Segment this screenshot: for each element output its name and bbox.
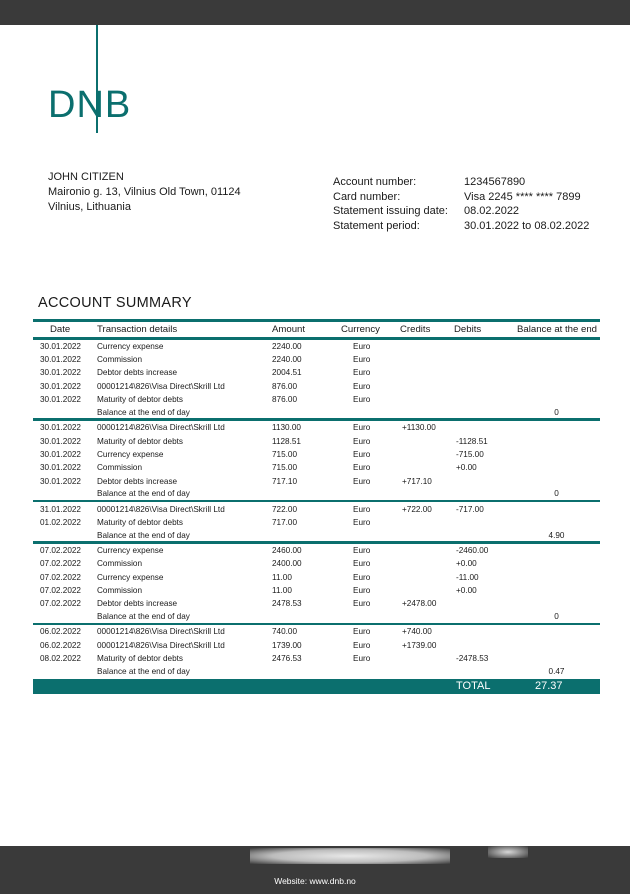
- credit-cell: [400, 393, 454, 406]
- issuing-date-label: Statement issuing date:: [333, 205, 448, 217]
- date-cell: 30.01.2022: [40, 381, 81, 391]
- debit-cell: [454, 639, 513, 652]
- debit-cell: +0.00: [456, 586, 477, 596]
- empty-cell: [272, 406, 341, 418]
- details-cell: Commission: [97, 463, 143, 473]
- balance-cell: [513, 448, 600, 461]
- table-row: [33, 393, 600, 406]
- currency-cell: Euro: [353, 545, 371, 555]
- total-value: 27.37: [535, 680, 563, 692]
- credit-cell: +740.00: [402, 627, 432, 637]
- balance-value: 0: [554, 612, 559, 622]
- date-cell: 07.02.2022: [40, 572, 81, 582]
- amount-cell: 2460.00: [272, 545, 302, 555]
- customer-address-line1: Maironio g. 13, Vilnius Old Town, 01124: [48, 186, 241, 198]
- issuing-date-value: 08.02.2022: [464, 205, 520, 217]
- table-row: [33, 353, 600, 366]
- account-info: [333, 175, 589, 233]
- balance-cell: [513, 366, 600, 379]
- column-header: Credits: [400, 324, 431, 335]
- currency-cell: Euro: [353, 368, 371, 378]
- balance-cell: [513, 557, 600, 570]
- balance-cell: [513, 434, 600, 447]
- date-cell: 07.02.2022: [40, 586, 81, 596]
- empty-cell: [33, 488, 97, 500]
- date-cell: 07.02.2022: [40, 599, 81, 609]
- customer-address-line2: Vilnius, Lithuania: [48, 201, 131, 213]
- currency-cell: Euro: [353, 449, 371, 459]
- empty-cell: [272, 665, 341, 677]
- column-header: Transaction details: [97, 324, 178, 335]
- balance-row: [33, 665, 600, 677]
- details-cell: Currency expense: [97, 341, 164, 351]
- account-number-label: Account number:: [333, 176, 417, 188]
- balance-cell: [513, 652, 600, 665]
- empty-cell: [272, 529, 341, 541]
- date-cell: 30.01.2022: [40, 395, 81, 405]
- amount-cell: 2476.53: [272, 654, 302, 664]
- currency-cell: Euro: [353, 436, 371, 446]
- empty-cell: [400, 611, 454, 623]
- balance-value: 0: [554, 407, 559, 417]
- details-cell: Currency expense: [97, 545, 164, 555]
- currency-cell: Euro: [353, 476, 371, 486]
- debit-cell: [454, 353, 513, 366]
- amount-cell: 1130.00: [272, 423, 301, 433]
- empty-cell: [454, 529, 513, 541]
- balance-row: [33, 529, 600, 541]
- currency-cell: Euro: [353, 640, 371, 650]
- amount-cell: 876.00: [272, 395, 298, 405]
- amount-cell: 876.00: [272, 381, 298, 391]
- balance-value: 4.90: [548, 530, 565, 540]
- amount-cell: 2400.00: [272, 559, 302, 569]
- credit-cell: +2478.00: [402, 599, 437, 609]
- debit-cell: [454, 625, 513, 638]
- date-cell: 30.01.2022: [40, 449, 81, 459]
- balance-value: 0: [554, 489, 559, 499]
- details-cell: Currency expense: [97, 572, 164, 582]
- debit-cell: [454, 516, 513, 529]
- currency-cell: Euro: [353, 395, 371, 405]
- debit-cell: +0.00: [456, 559, 477, 569]
- currency-cell: Euro: [353, 599, 371, 609]
- empty-cell: [341, 406, 400, 418]
- table-row: [33, 625, 600, 638]
- balance-value: 0.47: [548, 666, 565, 676]
- balance-cell: [513, 516, 600, 529]
- balance-cell: [513, 584, 600, 597]
- date-cell: 06.02.2022: [40, 640, 81, 650]
- balance-label: Balance at the end of day: [97, 666, 190, 676]
- date-cell: 30.01.2022: [40, 355, 81, 365]
- table-row: [33, 366, 600, 379]
- currency-cell: Euro: [353, 517, 371, 527]
- top-bar: [0, 0, 630, 25]
- date-cell: 30.01.2022: [40, 423, 81, 433]
- empty-cell: [341, 611, 400, 623]
- empty-cell: [272, 488, 341, 500]
- empty-cell: [341, 488, 400, 500]
- transactions-body: [33, 340, 600, 678]
- empty-cell: [341, 665, 400, 677]
- balance-row: [33, 488, 600, 500]
- credit-cell: +1739.00: [402, 640, 437, 650]
- credit-cell: +722.00: [402, 504, 432, 514]
- empty-cell: [341, 529, 400, 541]
- empty-cell: [272, 611, 341, 623]
- balance-row: [33, 611, 600, 623]
- amount-cell: 1128.51: [272, 436, 301, 446]
- amount-cell: 2240.00: [272, 341, 302, 351]
- table-row: [33, 639, 600, 652]
- table-row: [33, 461, 600, 474]
- details-cell: Maturity of debtor debts: [97, 517, 184, 527]
- amount-cell: 2004.51: [272, 368, 302, 378]
- details-cell: 00001214\826\Visa Direct\Skrill Ltd: [97, 627, 225, 637]
- currency-cell: Euro: [353, 355, 371, 365]
- debit-cell: -11.00: [456, 572, 479, 582]
- balance-cell: [513, 340, 600, 353]
- balance-cell: [513, 597, 600, 610]
- debit-cell: -717.00: [456, 504, 484, 514]
- balance-row: [33, 406, 600, 418]
- customer-block: [48, 170, 241, 215]
- credit-cell: [400, 448, 454, 461]
- date-cell: 07.02.2022: [40, 559, 81, 569]
- table-row: [33, 421, 600, 434]
- date-cell: 30.01.2022: [40, 341, 81, 351]
- details-cell: Debtor debts increase: [97, 368, 178, 378]
- card-number-value: Visa 2245 **** **** 7899: [464, 190, 581, 203]
- statement-period-row: [333, 219, 589, 234]
- date-cell: 30.01.2022: [40, 436, 81, 446]
- currency-cell: Euro: [353, 381, 371, 391]
- empty-cell: [400, 665, 454, 677]
- balance-cell: [513, 544, 600, 557]
- balance-cell: [513, 353, 600, 366]
- credit-cell: [400, 340, 454, 353]
- credit-cell: [400, 652, 454, 665]
- table-row: [33, 448, 600, 461]
- credit-cell: [400, 516, 454, 529]
- card-number-row: [333, 190, 589, 205]
- amount-cell: 717.00: [272, 517, 298, 527]
- details-cell: Debtor debts increase: [97, 599, 178, 609]
- empty-cell: [33, 529, 97, 541]
- empty-cell: [454, 611, 513, 623]
- table-row: [33, 597, 600, 610]
- credit-cell: +717.10: [402, 476, 432, 486]
- debit-cell: -715.00: [456, 449, 484, 459]
- debit-cell: [454, 475, 513, 488]
- empty-cell: [33, 665, 97, 677]
- amount-cell: 2478.53: [272, 599, 302, 609]
- debit-cell: [454, 597, 513, 610]
- date-cell: 30.01.2022: [40, 463, 81, 473]
- date-cell: 07.02.2022: [40, 545, 81, 555]
- details-cell: Currency expense: [97, 449, 164, 459]
- card-number-label: Card number:: [333, 190, 401, 203]
- column-header: Amount: [272, 324, 306, 335]
- date-cell: 01.02.2022: [40, 517, 81, 527]
- credit-cell: [400, 461, 454, 474]
- balance-cell: [513, 625, 600, 638]
- table-row: [33, 557, 600, 570]
- balance-cell: [513, 461, 600, 474]
- currency-cell: Euro: [353, 586, 371, 596]
- details-cell: Commission: [97, 559, 143, 569]
- date-cell: 06.02.2022: [40, 627, 81, 637]
- empty-cell: [400, 406, 454, 418]
- footer-website: [0, 876, 630, 886]
- balance-label: Balance at the end of day: [97, 407, 190, 417]
- credit-cell: [400, 366, 454, 379]
- table-row: [33, 380, 600, 393]
- credit-cell: [400, 584, 454, 597]
- table-header-row: [33, 322, 600, 337]
- empty-cell: [400, 488, 454, 500]
- debit-cell: +0.00: [456, 463, 477, 473]
- table-row: [33, 570, 600, 583]
- credit-cell: [400, 380, 454, 393]
- empty-cell: [454, 406, 513, 418]
- date-cell: 30.01.2022: [40, 368, 81, 378]
- details-cell: Commission: [97, 355, 143, 365]
- account-number-row: [333, 175, 589, 190]
- details-cell: Debtor debts increase: [97, 476, 178, 486]
- date-cell: 30.01.2022: [40, 476, 81, 486]
- credit-cell: [400, 557, 454, 570]
- column-header: Balance at the end: [517, 324, 598, 335]
- balance-label: Balance at the end of day: [97, 612, 190, 622]
- credit-cell: [400, 570, 454, 583]
- credit-cell: [400, 353, 454, 366]
- balance-cell: [513, 380, 600, 393]
- details-cell: 00001214\826\Visa Direct\Skrill Ltd: [97, 504, 225, 514]
- debit-cell: -1128.51: [456, 436, 488, 446]
- credit-cell: +1130.00: [402, 423, 436, 433]
- amount-cell: 11.00: [272, 586, 292, 596]
- column-header: Currency: [341, 324, 380, 335]
- date-cell: 31.01.2022: [40, 504, 81, 514]
- empty-cell: [33, 611, 97, 623]
- amount-cell: 722.00: [272, 504, 298, 514]
- balance-label: Balance at the end of day: [97, 489, 190, 499]
- debit-cell: [454, 421, 513, 434]
- currency-cell: Euro: [353, 654, 371, 664]
- blurred-footer-text: [250, 848, 450, 864]
- debit-cell: -2478.53: [456, 654, 489, 664]
- balance-cell: [513, 393, 600, 406]
- amount-cell: 11.00: [272, 572, 292, 582]
- amount-cell: 2240.00: [272, 355, 302, 365]
- debit-cell: -2460.00: [456, 545, 489, 555]
- total-label: TOTAL: [456, 680, 491, 692]
- details-cell: 00001214\826\Visa Direct\Skrill Ltd: [97, 381, 225, 391]
- debit-cell: [454, 366, 513, 379]
- details-cell: Commission: [97, 586, 143, 596]
- currency-cell: Euro: [353, 572, 371, 582]
- balance-cell: [513, 502, 600, 515]
- total-bar: [33, 679, 600, 694]
- debit-cell: [454, 393, 513, 406]
- section-title: ACCOUNT SUMMARY: [38, 295, 192, 311]
- table-row: [33, 516, 600, 529]
- amount-cell: 740.00: [272, 627, 298, 637]
- details-cell: Maturity of debtor debts: [97, 395, 184, 405]
- table-row: [33, 475, 600, 488]
- balance-cell: [513, 421, 600, 434]
- table-row: [33, 502, 600, 515]
- details-cell: Maturity of debtor debts: [97, 654, 184, 664]
- empty-cell: [454, 488, 513, 500]
- empty-cell: [454, 665, 513, 677]
- balance-cell: [513, 570, 600, 583]
- details-cell: 00001214\826\Visa Direct\Skrill Ltd: [97, 423, 225, 433]
- issuing-date-row: [333, 204, 589, 219]
- date-cell: 08.02.2022: [40, 654, 81, 664]
- table-row: [33, 652, 600, 665]
- amount-cell: 715.00: [272, 449, 298, 459]
- debit-cell: [454, 340, 513, 353]
- amount-cell: 1739.00: [272, 640, 302, 650]
- currency-cell: Euro: [353, 627, 371, 637]
- amount-cell: 717.10: [272, 476, 298, 486]
- credit-cell: [400, 544, 454, 557]
- table-row: [33, 584, 600, 597]
- currency-cell: Euro: [353, 463, 371, 473]
- table-row: [33, 434, 600, 447]
- currency-cell: Euro: [353, 559, 371, 569]
- debit-cell: [454, 380, 513, 393]
- customer-name: JOHN CITIZEN: [48, 171, 124, 183]
- balance-cell: [513, 475, 600, 488]
- statement-period-value: 30.01.2022 to 08.02.2022: [464, 219, 590, 232]
- empty-cell: [400, 529, 454, 541]
- table-row: [33, 340, 600, 353]
- blurred-footer-mark: [488, 846, 528, 858]
- dnb-logo: DNB: [48, 84, 132, 126]
- column-header: Debits: [454, 324, 482, 335]
- empty-cell: [33, 406, 97, 418]
- balance-label: Balance at the end of day: [97, 530, 190, 540]
- balance-cell: [513, 639, 600, 652]
- column-header: Date: [50, 324, 71, 335]
- transactions-table: [33, 322, 600, 677]
- footer-website-label: Website: www.dnb.no: [274, 876, 356, 886]
- amount-cell: 715.00: [272, 463, 298, 473]
- currency-cell: Euro: [353, 504, 371, 514]
- currency-cell: Euro: [353, 423, 371, 433]
- statement-period-label: Statement period:: [333, 219, 420, 232]
- credit-cell: [400, 434, 454, 447]
- account-number-value: 1234567890: [464, 176, 526, 188]
- table-row: [33, 544, 600, 557]
- currency-cell: Euro: [353, 341, 371, 351]
- details-cell: Maturity of debtor debts: [97, 436, 184, 446]
- details-cell: 00001214\826\Visa Direct\Skrill Ltd: [97, 640, 225, 650]
